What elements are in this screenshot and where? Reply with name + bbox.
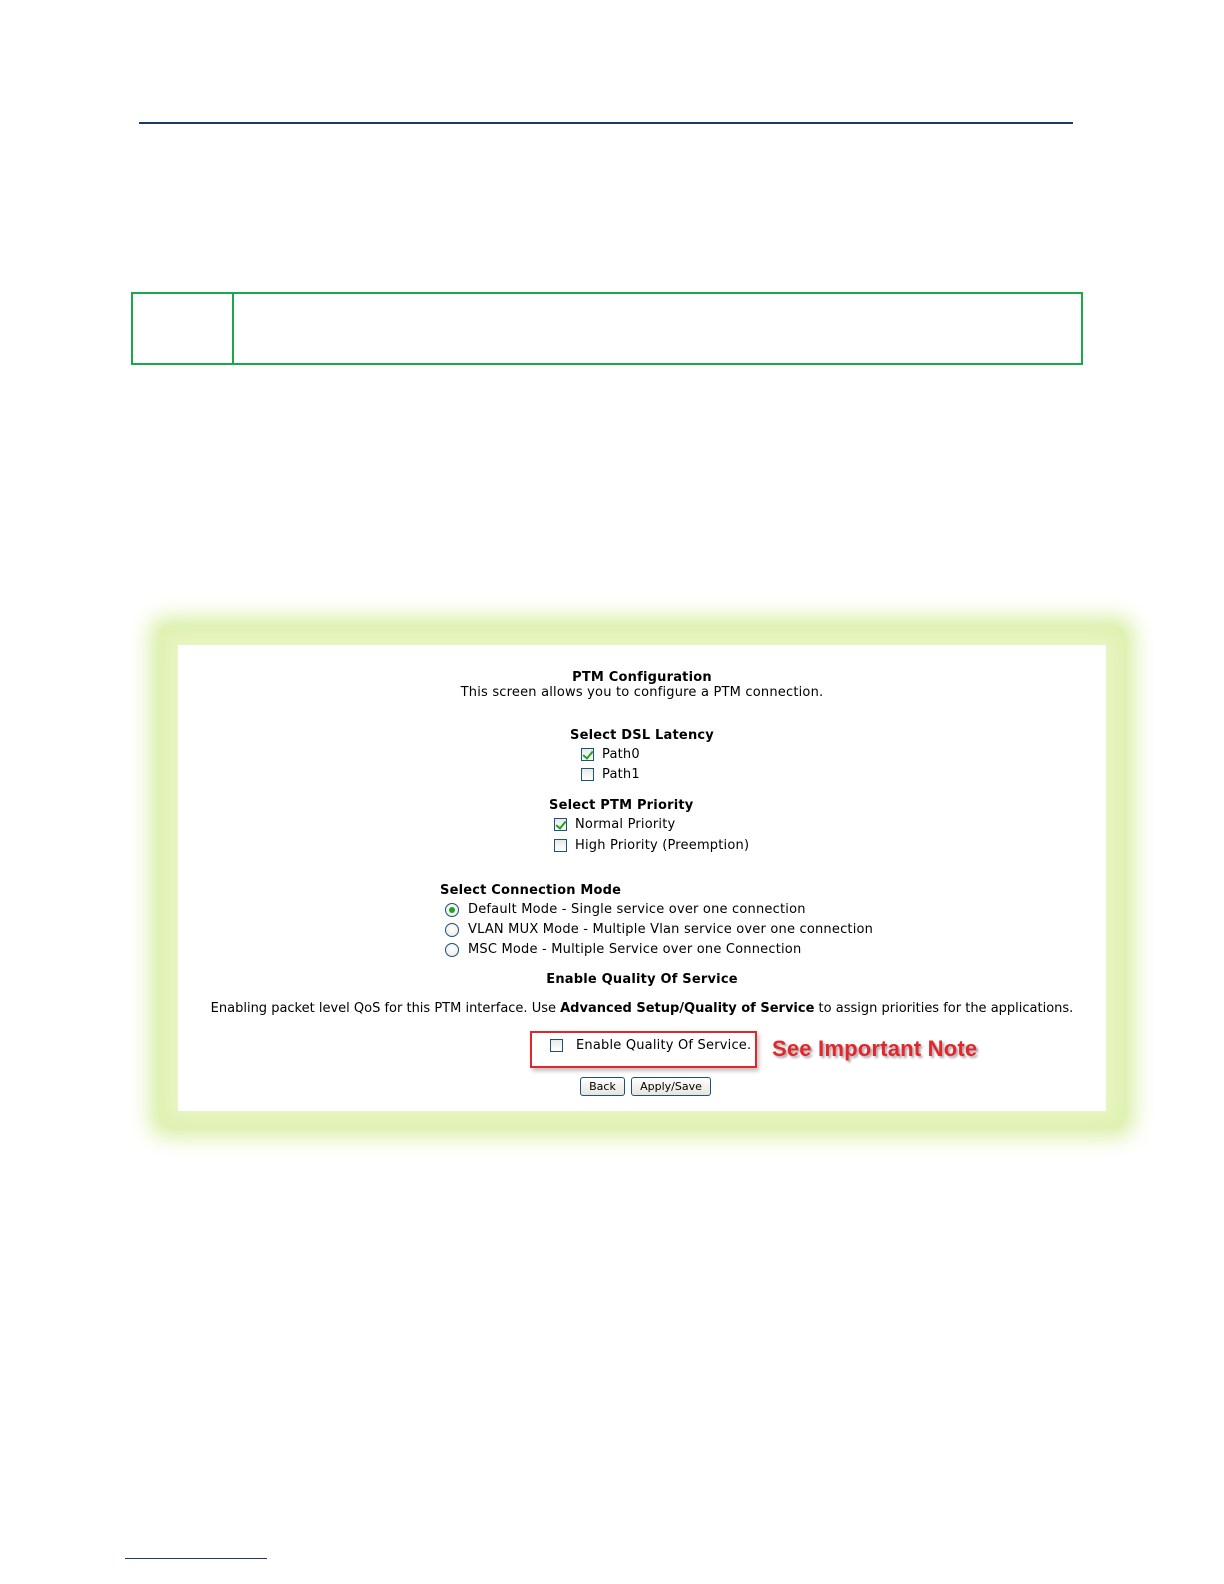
vlan-mux-mode-label: VLAN MUX Mode - Multiple Vlan service over one connection: [468, 922, 874, 937]
connection-mode-heading: Select Connection Mode: [440, 883, 622, 898]
enable-qos-label: Enable Quality Of Service.: [576, 1038, 752, 1053]
path0-label: Path0: [602, 747, 640, 762]
default-mode-label: Default Mode - Single service over one connection: [468, 902, 806, 917]
mode-option-msc[interactable]: [445, 942, 801, 957]
default-mode-radio[interactable]: [445, 903, 459, 917]
path1-label: Path1: [602, 767, 640, 782]
header-rule: [139, 122, 1073, 124]
page-subtitle: This screen allows you to configure a PTM connection.: [460, 685, 824, 700]
see-important-note-callout: See Important Note: [772, 1036, 978, 1061]
latency-option-path1[interactable]: [581, 767, 640, 782]
mode-option-default[interactable]: [445, 902, 806, 917]
footer-rule: [125, 1558, 267, 1559]
note-box-label-cell: [133, 294, 234, 363]
msc-mode-radio[interactable]: [445, 943, 459, 957]
qos-enable-option[interactable]: [550, 1038, 751, 1053]
note-box: [131, 292, 1083, 365]
qos-description: [178, 1001, 1106, 1016]
qos-heading: Enable Quality Of Service: [546, 972, 738, 987]
qos-description-tail: to assign priorities for the applications.: [814, 1001, 1074, 1016]
normal-priority-label: Normal Priority: [575, 817, 676, 832]
note-box-text-cell: [234, 294, 1081, 363]
enable-qos-checkbox[interactable]: [550, 1039, 563, 1052]
qos-description-text: Enabling packet level QoS for this PTM interface. Use: [210, 1001, 561, 1016]
back-button[interactable]: Back: [580, 1077, 625, 1096]
ptm-configuration-panel: [178, 645, 1106, 1111]
path0-checkbox[interactable]: [581, 748, 594, 761]
latency-option-path0[interactable]: [581, 747, 640, 762]
qos-advanced-setup-link-text: Advanced Setup/Quality of Service: [560, 1001, 815, 1016]
high-priority-checkbox[interactable]: [554, 839, 567, 852]
path1-checkbox[interactable]: [581, 768, 594, 781]
latency-heading: Select DSL Latency: [570, 728, 714, 743]
high-priority-label: High Priority (Preemption): [575, 838, 750, 853]
page-title: PTM Configuration: [572, 670, 712, 685]
priority-option-high[interactable]: [554, 838, 749, 853]
normal-priority-checkbox[interactable]: [554, 818, 567, 831]
vlan-mux-mode-radio[interactable]: [445, 923, 459, 937]
apply-save-button[interactable]: Apply/Save: [631, 1077, 711, 1096]
mode-option-vlan-mux[interactable]: [445, 922, 873, 937]
priority-option-normal[interactable]: [554, 817, 675, 832]
priority-heading: Select PTM Priority: [549, 798, 694, 813]
msc-mode-label: MSC Mode - Multiple Service over one Connection: [468, 942, 802, 957]
